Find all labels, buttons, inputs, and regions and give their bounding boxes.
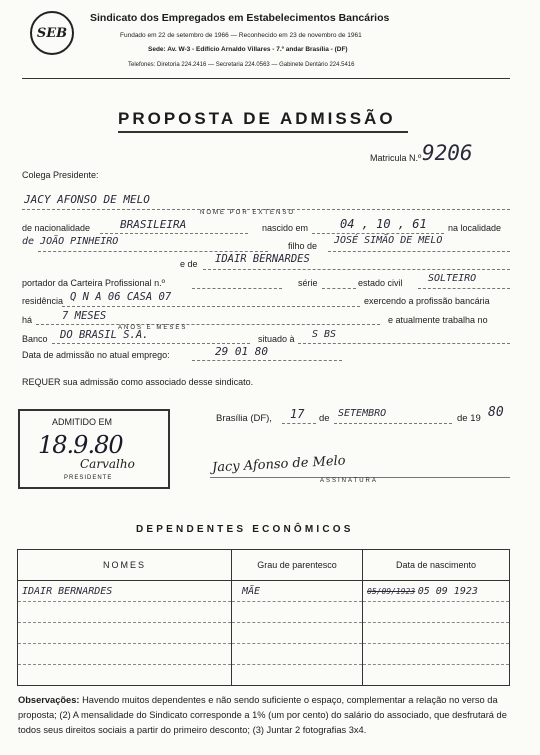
located-line (298, 343, 510, 344)
date-de1: de (319, 413, 330, 424)
nationality-label: de nacionalidade (22, 223, 91, 233)
locality-value: de JOÃO PINHEIRO (22, 236, 119, 247)
dependents-table (17, 549, 510, 686)
header-birthdate: Data de nascimento (363, 550, 510, 581)
table-row (18, 644, 510, 665)
profession-label: exercendo a profissão bancária (364, 296, 490, 306)
header-kinship: Grau de parentesco (232, 550, 363, 581)
org-name: Sindicato dos Empregados em Estabelecimentos Bancários (90, 12, 390, 24)
signature-caption: ASSINATURA (320, 478, 378, 484)
mother-prefix: e de (180, 259, 198, 269)
admission-line (192, 360, 342, 361)
admission-label: Data de admissão no atual emprego: (22, 350, 170, 360)
phones-line: Telefones: Diretoria 224.2416 — Secretaria 224.0563 — Gabinete Dentário 224.5416 (128, 62, 355, 68)
request-text: REQUER sua admissão como associado desse sindicato. (22, 377, 254, 387)
admitted-stamp (18, 409, 170, 489)
father-value: JOSÉ SIMÃO DE MELO (334, 235, 443, 246)
son-of-label: filho de (288, 241, 318, 251)
dependent-kinship: MÃE (242, 585, 261, 597)
header-rule (22, 78, 510, 79)
mother-line (203, 269, 510, 270)
mother-value: IDAIR BERNARDES (215, 253, 310, 265)
locality-line (38, 251, 268, 252)
observations-text: Havendo muitos dependentes e não sendo suficiente o espaço, complementar a relação no verso da proposta; (2) A mensalidade do Sindicato corresponde a 1% (um por cento) do salário do associado, que desfrutará de todos seus direitos sociais a partir do primeiro desconto; (3) Juntar 2 fotografias 3x4. (18, 695, 507, 735)
observations-label: Observações: (18, 695, 80, 705)
bank-line (52, 343, 250, 344)
time-value: 7 MESES (62, 310, 107, 322)
father-line (328, 251, 510, 252)
residence-value: Q N A 06 CASA 07 (70, 291, 172, 303)
date-de2: de 19 (457, 413, 481, 424)
residence-label: residência (22, 296, 64, 306)
locality-label: na localidade (448, 223, 502, 233)
series-line (322, 288, 356, 289)
page-title: PROPOSTA DE ADMISSÃO (118, 109, 396, 128)
applicant-signature: Jacy Afonso de Melo (211, 453, 346, 476)
dependents-header-row (18, 550, 510, 581)
dependent-birthdate-struck: 05/09/1923 (367, 586, 416, 596)
ha-label: há (22, 315, 33, 325)
stamp-date: 18.9.80 (38, 431, 123, 459)
time-line (36, 324, 380, 325)
founded-line: Fundado em 22 de setembro de 1966 — Reconhecido em 23 de novembro de 1961 (120, 32, 362, 39)
full-name-caption: NOME POR EXTENSO (200, 210, 296, 216)
date-month-line (334, 423, 452, 424)
header-names: NOMES (18, 550, 232, 581)
born-line (312, 233, 444, 234)
date-day: 17 (290, 407, 305, 421)
bank-label: Banco (22, 334, 48, 344)
salutation: Colega Presidente: (22, 170, 99, 180)
dependent-name: IDAIR BERNARDES (22, 585, 113, 597)
civil-line (418, 288, 510, 289)
civil-value: SOLTEIRO (428, 273, 477, 284)
matricula-label: Matricula N.º (370, 153, 422, 163)
admission-value: 29 01 80 (215, 345, 268, 358)
matricula-value: 9206 (422, 141, 473, 165)
located-value: S BS (312, 329, 337, 340)
stamp-title: ADMITIDO EM (52, 417, 112, 427)
dependent-birthdate: 05 09 1923 (417, 585, 478, 597)
bank-value: DO BRASIL S.A. (60, 329, 149, 341)
full-name-value: JACY AFONSO DE MELO (24, 193, 150, 206)
residence-line (62, 306, 360, 307)
nationality-line (100, 233, 248, 234)
title-underline (118, 131, 408, 133)
table-row (18, 665, 510, 686)
table-row (18, 602, 510, 623)
address-line: Sede: Av. W-3 - Edifício Arnaldo Villares - 7.º andar Brasília - (DF) (148, 46, 348, 53)
date-day-line (282, 423, 316, 424)
table-row (18, 581, 510, 602)
born-label: nascido em (262, 223, 309, 233)
card-label: portador da Carteira Profissional n.º (22, 278, 165, 288)
date-month: SETEMBRO (338, 408, 387, 419)
series-label: série (298, 278, 318, 288)
dependents-title: DEPENDENTES ECONÔMICOS (136, 524, 354, 535)
stamp-president: PRESIDENTE (64, 475, 113, 481)
stamp-signature: Carvalho (80, 457, 135, 471)
union-logo (30, 11, 74, 55)
card-line (192, 288, 282, 289)
civil-label: estado civil (358, 278, 403, 288)
nationality-value: BRASILEIRA (120, 218, 187, 231)
time-caption: ANOS E MESES (118, 325, 188, 331)
date-place: Brasília (DF), (216, 413, 272, 424)
born-value: 04 , 10 , 61 (340, 217, 427, 231)
logo-text: SEB (36, 25, 68, 41)
located-label: situado à (258, 334, 295, 344)
table-row (18, 623, 510, 644)
works-label: e atualmente trabalha no (388, 315, 488, 325)
observations (18, 693, 512, 738)
date-year: 80 (488, 405, 504, 420)
